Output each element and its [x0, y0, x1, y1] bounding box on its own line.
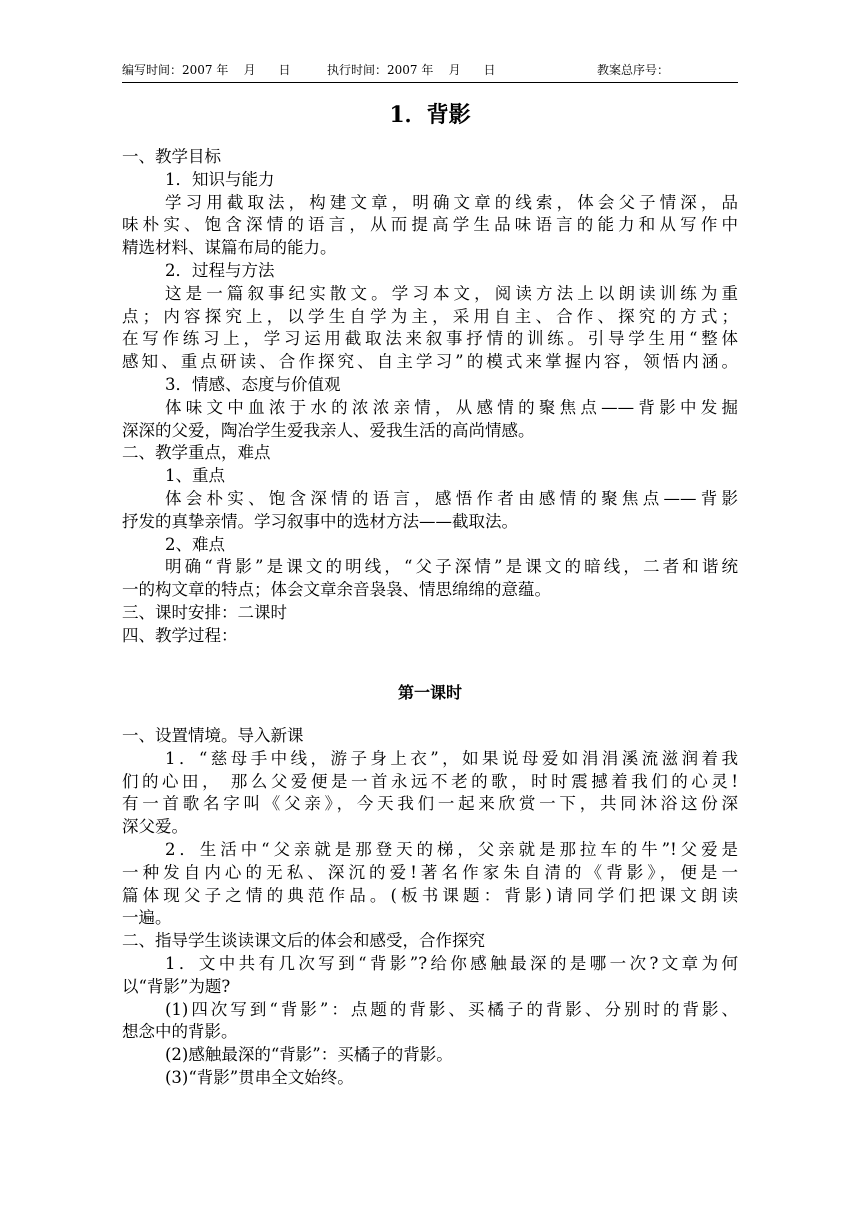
subheading: 3．情感、态度与价值观	[165, 374, 341, 394]
write-time: 编写时间：2007 年 月 日	[122, 63, 291, 77]
paragraph-line: 点；内容探究上，以学生自学为主，采用自主、合作、探究的方式；	[122, 306, 738, 326]
exec-time: 执行时间：2007 年 月 日	[327, 63, 496, 77]
subheading: 1、重点	[165, 466, 225, 486]
section-title: 第一课时	[397, 683, 462, 702]
paragraph-line: (1)四次写到“背影”：点题的背影、买橘子的背影、分别时的背影、	[165, 999, 738, 1019]
paragraph-line: 们的心田， 那么父爱便是一首永远不老的歌，时时震撼着我们的心灵!	[122, 771, 738, 791]
paragraph-line: 1．“慈母手中线，游子身上衣”，如果说母爱如涓涓溪流滋润着我	[165, 748, 738, 768]
lesson-number: 教案总序号：	[597, 63, 670, 77]
paragraph-line: 体会朴实、饱含深情的语言，感悟作者由感情的聚焦点——背影	[165, 488, 738, 508]
paragraph-line: 一遍。	[122, 908, 172, 928]
document-title: 1．背影	[389, 102, 471, 128]
paragraph-line: 以“背影”为题?	[122, 976, 231, 996]
paragraph-line: 明确“背影”是课文的明线，“父子深情”是课文的暗线，二者和谐统	[165, 557, 738, 577]
paragraph-line: (3)“背影”贯串全文始终。	[165, 1067, 354, 1087]
paragraph-line: 篇体现父子之情的典范作品。(板书课题：背影)请同学们把课文朗读	[122, 885, 738, 905]
paragraph-line: 深深的父爱，陶冶学生爱我亲人、爱我生活的高尚情感。	[122, 420, 535, 440]
heading: 二、指导学生谈读课文后的体会和感受，合作探究	[122, 931, 485, 951]
paragraph-line: 体味文中血浓于水的浓浓亲情，从感情的聚焦点——背影中发掘	[165, 397, 738, 417]
paragraph-line: (2)感触最深的“背影”：买橘子的背影。	[165, 1045, 453, 1065]
paragraph-line: 精选材料、谋篇布局的能力。	[122, 238, 337, 258]
paragraph-line: 这是一篇叙事纪实散文。学习本文，阅读方法上以朗读训练为重	[165, 283, 738, 303]
section-first-lesson	[122, 725, 738, 1090]
subheading: 2、难点	[165, 534, 225, 554]
paragraph-line: 深父爱。	[122, 817, 188, 837]
heading: 一、设置情境。导入新课	[122, 726, 304, 745]
paragraph-line: 感知、重点研读、合作探究、自主学习”的模式来掌握内容，领悟内涵。	[122, 352, 738, 372]
paragraph-line: 有一首歌名字叫《父亲》，今天我们一起来欣赏一下，共同沐浴这份深	[122, 794, 738, 814]
paragraph-line: 一的构文章的特点；体会文章余音袅袅、情思绵绵的意蕴。	[122, 580, 551, 600]
heading: 三、课时安排：二课时	[122, 602, 287, 622]
page-header	[122, 60, 738, 83]
paragraph-line: 一种发自内心的无私、深沉的爱!著名作家朱自清的《背影》，便是一	[122, 862, 738, 882]
subheading: 1．知识与能力	[165, 169, 275, 189]
subheading: 2．过程与方法	[165, 260, 275, 280]
paragraph-line: 1．文中共有几次写到“背影”?给你感触最深的是哪一次?文章为何	[165, 953, 738, 973]
paragraph-line: 2．生活中“父亲就是那登天的梯，父亲就是那拉车的牛”!父爱是	[165, 839, 738, 859]
paragraph-line: 学习用截取法，构建文章，明确文章的线索，体会父子情深，品	[165, 192, 738, 212]
paragraph-line: 抒发的真挚亲情。学习叙事中的选材方法——截取法。	[122, 511, 518, 531]
section-objectives	[122, 146, 738, 648]
heading: 一、教学目标	[122, 147, 221, 166]
paragraph-line: 在写作练习上，学习运用截取法来叙事抒情的训练。引导学生用“整体	[122, 329, 738, 349]
heading: 二、教学重点，难点	[122, 443, 271, 463]
paragraph-line: 想念中的背影。	[122, 1022, 238, 1042]
paragraph-line: 味朴实、饱含深情的语言，从而提高学生品味语言的能力和从写作中	[122, 215, 738, 235]
heading: 四、教学过程：	[122, 625, 238, 645]
